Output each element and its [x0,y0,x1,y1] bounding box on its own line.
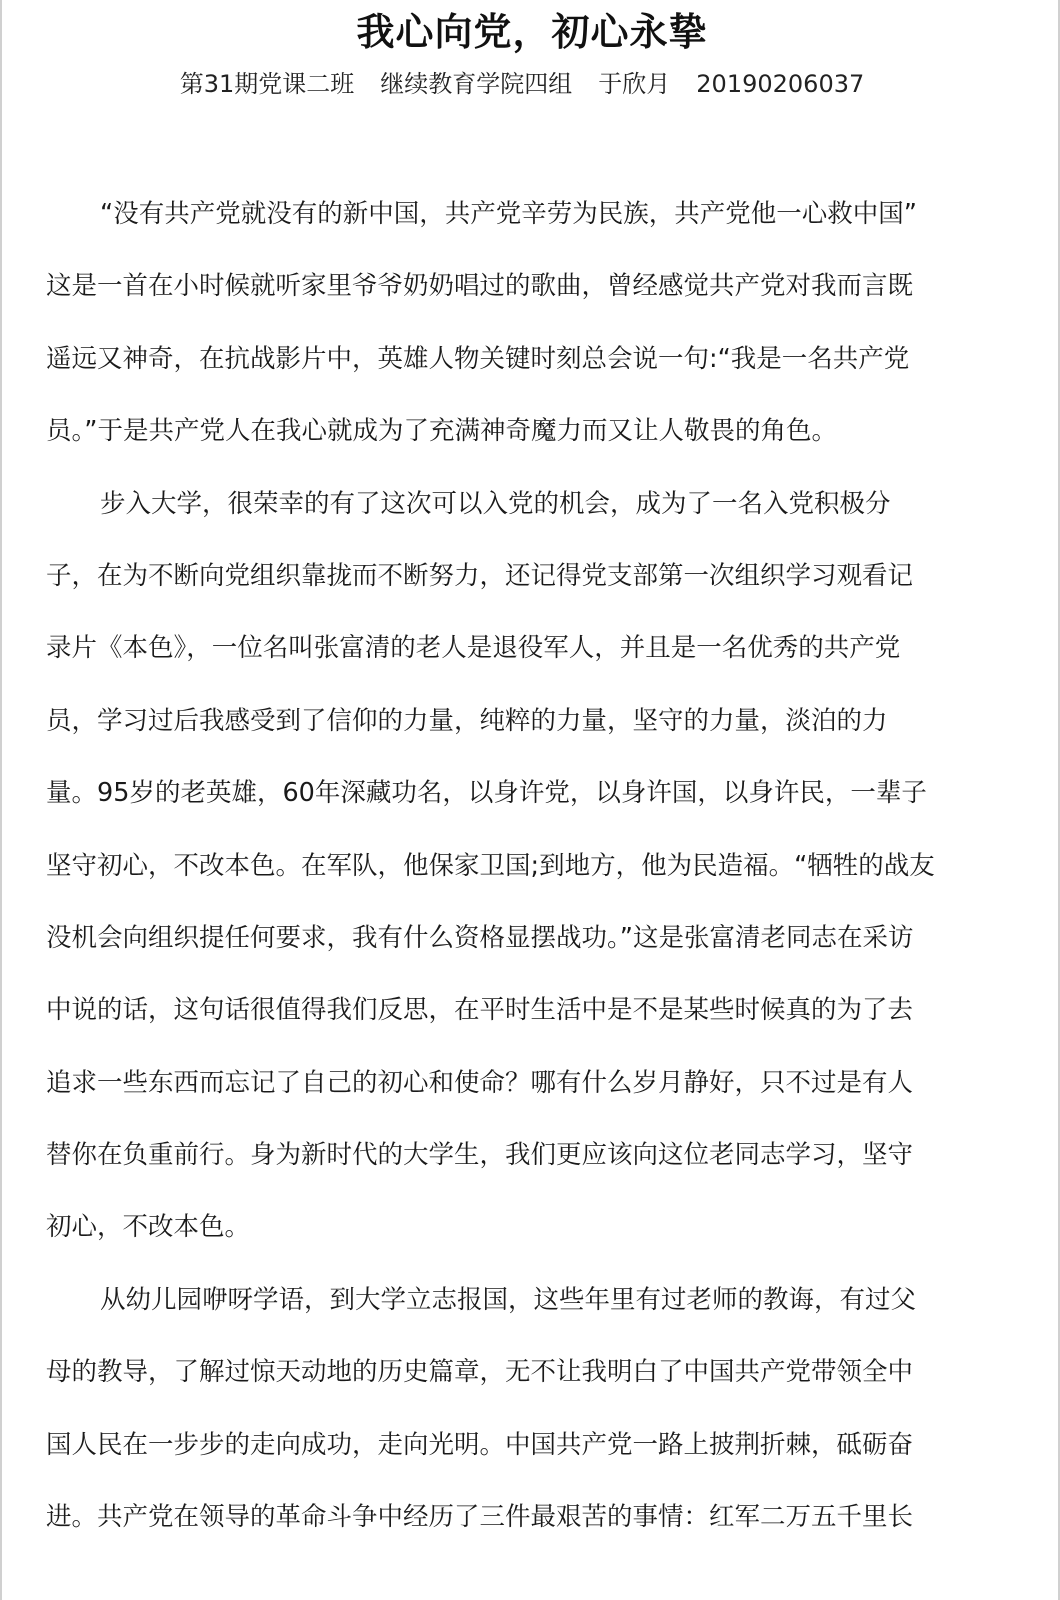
paragraph-2-line-7: 没机会向组织提任何要求，我有什么资格显摆战功。”这是张富清老同志在采访 [46,922,914,953]
paragraph-3-line-2: 母的教导，了解过惊天动地的历史篇章，无不让我明白了中国共产党带领全中 [46,1357,914,1388]
paragraph-2-line-8: 中说的话，这句话很值得我们反思，在平时生活中是不是某些时候真的为了去 [46,995,914,1026]
paragraph-1-line-2: 这是一首在小时候就听家里爷爷奶奶唱过的歌曲，曾经感觉共产党对我而言既 [46,271,914,302]
paragraph-2-line-5: 量。95岁的老英雄，60年深藏功名，以身许党，以身许国，以身许民，一辈子 [46,778,927,809]
paragraph-2-line-2: 子，在为不断向党组织靠拢而不断努力，还记得党支部第一次组织学习观看记 [46,560,914,591]
paragraph-3-line-4: 进。共产党在领导的革命斗争中经历了三件最艰苦的事情：红军二万五千里长 [46,1502,914,1533]
paragraph-1-line-1: “没有共产党就没有的新中国，共产党辛劳为民族，共产党他一心救中国” [100,199,917,229]
paragraph-2-line-9: 追求一些东西而忘记了自己的初心和使命？哪有什么岁月静好，只不过是有人 [46,1067,914,1098]
paragraph-2-line-1: 步入大学，很荣幸的有了这次可以入党的机会，成为了一名入党积极分 [100,488,891,519]
paragraph-2-line-6: 坚守初心，不改本色。在军队，他保家卫国;到地方，他为民造福。“牺牲的战友 [46,850,935,881]
document-body [46,178,1014,1553]
paragraph-2-line-4: 员，学习过后我感受到了信仰的力量，纯粹的力量，坚守的力量，淡泊的力 [46,705,888,736]
paragraph-3-line-3: 国人民在一步步的走向成功，走向光明。中国共产党一路上披荆折棘，砥砺奋 [46,1429,914,1460]
document-title: 我心向党，初心永挚 [356,10,708,54]
paragraph-1-line-4: 员。”于是共产党人在我心就成为了充满神奇魔力而又让人敬畏的角色。 [46,416,837,447]
byline [2,66,1042,102]
paragraph-2-line-3: 录片《本色》，一位名叫张富清的老人是退役军人，并且是一名优秀的共产党 [46,633,901,664]
paragraph-3-line-1: 从幼儿园咿呀学语，到大学立志报国，这些年里有过老师的教诲，有过父 [100,1284,917,1315]
byline-student-id: 20190206037 [696,70,865,98]
paragraph-2-line-11: 初心，不改本色。 [46,1212,251,1243]
byline-class: 第31期党课二班 [179,70,355,98]
byline-author: 于欣月 [598,70,671,98]
paragraph-1-line-3: 遥远又神奇，在抗战影片中，英雄人物关键时刻总会说一句:“我是一名共产党 [46,343,910,374]
byline-department: 继续教育学院四组 [380,70,573,98]
paragraph-2-line-10: 替你在负重前行。身为新时代的大学生，我们更应该向这位老同志学习，坚守 [46,1140,914,1171]
